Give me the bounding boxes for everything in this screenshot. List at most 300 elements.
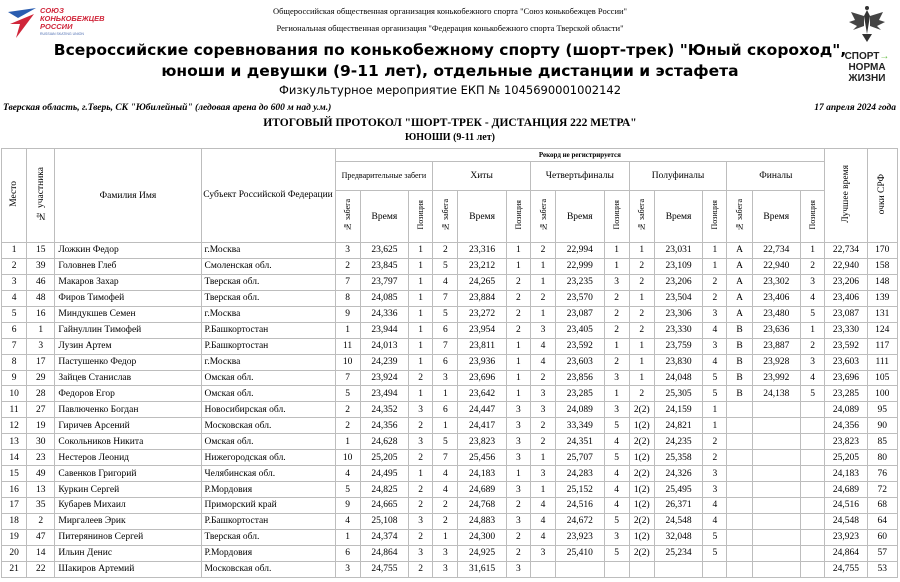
heat-cell: 5 [433, 306, 458, 322]
place-cell: 18 [2, 513, 27, 529]
position-cell: 1 [409, 386, 433, 402]
position-cell: 3 [800, 274, 824, 290]
position-cell: 5 [703, 386, 727, 402]
best-time-cell: 23,406 [825, 290, 867, 306]
region-cell: Омская обл. [201, 434, 335, 450]
points-cell: 100 [867, 386, 897, 402]
position-cell: 3 [506, 513, 530, 529]
name-cell: Пастушенко Федор [55, 354, 201, 370]
position-cell: 5 [703, 529, 727, 545]
heat-cell: 2 [629, 274, 654, 290]
heat-cell [727, 434, 752, 450]
heat-cell: 1 [629, 290, 654, 306]
heat-cell: 1 [530, 274, 555, 290]
position-cell: 2 [506, 306, 530, 322]
participant-number-cell: 46 [27, 274, 55, 290]
heat-cell: 2 [530, 418, 555, 434]
position-cell: 3 [506, 450, 530, 466]
position-cell: 5 [604, 545, 629, 561]
time-cell: 24,374 [360, 529, 408, 545]
position-cell: 2 [703, 434, 727, 450]
time-cell: 23,285 [556, 386, 604, 402]
points-cell: 90 [867, 418, 897, 434]
name-cell: Ложкин Федор [55, 243, 201, 259]
position-cell: 1 [703, 418, 727, 434]
position-cell: 2 [604, 322, 629, 338]
time-cell: 26,371 [654, 498, 702, 514]
time-cell: 25,707 [556, 450, 604, 466]
time-header: Время [556, 191, 604, 243]
stage-preliminary: Предварительные забеги [335, 162, 433, 191]
region-cell: г.Москва [201, 306, 335, 322]
heat-cell [530, 561, 555, 577]
time-cell: 25,456 [458, 450, 506, 466]
heat-cell: 2 [433, 513, 458, 529]
participant-number-cell: 23 [27, 450, 55, 466]
time-cell: 22,999 [556, 258, 604, 274]
time-cell [556, 561, 604, 577]
time-cell: 22,734 [752, 243, 800, 259]
position-cell [800, 434, 824, 450]
position-header: Позиция [800, 191, 824, 243]
position-cell: 3 [506, 402, 530, 418]
time-cell: 23,811 [458, 338, 506, 354]
stage-finals: Финалы [727, 162, 825, 191]
position-cell [800, 482, 824, 498]
position-cell: 3 [604, 402, 629, 418]
time-cell: 25,108 [360, 513, 408, 529]
heat-cell: 1 [530, 450, 555, 466]
position-cell: 1 [703, 402, 727, 418]
position-cell: 4 [703, 354, 727, 370]
place-cell: 9 [2, 370, 27, 386]
position-cell: 3 [409, 434, 433, 450]
heat-cell: 1 [433, 418, 458, 434]
position-cell: 1 [506, 338, 530, 354]
time-cell: 24,085 [360, 290, 408, 306]
region-cell: Р.Мордовия [201, 545, 335, 561]
time-cell: 23,212 [458, 258, 506, 274]
position-cell: 4 [800, 290, 824, 306]
position-cell: 2 [409, 529, 433, 545]
place-cell: 13 [2, 434, 27, 450]
time-cell: 24,495 [360, 466, 408, 482]
heat-number-header: № забега [629, 191, 654, 243]
time-cell: 25,234 [654, 545, 702, 561]
time-cell: 23,856 [556, 370, 604, 386]
heat-cell: 5 [433, 434, 458, 450]
region-cell: Р.Мордовия [201, 482, 335, 498]
position-cell: 1 [604, 258, 629, 274]
place-cell: 8 [2, 354, 27, 370]
table-row [2, 306, 898, 322]
table-row [2, 561, 898, 577]
table-row [2, 258, 898, 274]
name-cell: Куркин Сергей [55, 482, 201, 498]
points-cell: 68 [867, 498, 897, 514]
time-cell: 24,300 [458, 529, 506, 545]
time-cell: 23,924 [360, 370, 408, 386]
heat-cell: 3 [335, 243, 360, 259]
points-cell: 60 [867, 529, 897, 545]
name-cell: Сокольников Никита [55, 434, 201, 450]
time-cell: 23,480 [752, 306, 800, 322]
time-cell: 23,823 [458, 434, 506, 450]
heat-cell: 10 [335, 354, 360, 370]
table-row [2, 243, 898, 259]
position-cell: 3 [409, 513, 433, 529]
time-cell: 25,495 [654, 482, 702, 498]
time-cell: 24,548 [654, 513, 702, 529]
heat-cell: 3 [433, 561, 458, 577]
time-cell: 23,405 [556, 322, 604, 338]
slogan-line-2: НОРМА [848, 62, 886, 73]
position-cell: 5 [604, 513, 629, 529]
time-cell: 24,235 [654, 434, 702, 450]
points-cell: 139 [867, 290, 897, 306]
time-cell: 23,494 [360, 386, 408, 402]
position-cell: 1 [409, 274, 433, 290]
heat-cell [727, 498, 752, 514]
position-cell: 3 [703, 466, 727, 482]
time-cell: 24,516 [556, 498, 604, 514]
col-points: очки СРФ [867, 149, 897, 243]
region-cell: Р.Башкортостан [201, 338, 335, 354]
position-cell [800, 545, 824, 561]
stage-semifinals: Полуфиналы [629, 162, 727, 191]
time-cell: 24,665 [360, 498, 408, 514]
place-cell: 2 [2, 258, 27, 274]
position-cell: 1 [800, 322, 824, 338]
time-cell: 33,349 [556, 418, 604, 434]
heat-cell: 9 [335, 306, 360, 322]
time-cell: 23,928 [752, 354, 800, 370]
heat-cell: 3 [433, 370, 458, 386]
time-cell: 24,628 [360, 434, 408, 450]
table-row [2, 545, 898, 561]
time-cell [752, 434, 800, 450]
table-row [2, 274, 898, 290]
position-cell: 1 [604, 243, 629, 259]
position-header: Позиция [703, 191, 727, 243]
heat-cell: 9 [335, 498, 360, 514]
heat-cell: 4 [530, 498, 555, 514]
position-cell: 3 [604, 529, 629, 545]
time-cell: 23,504 [654, 290, 702, 306]
participant-number-cell: 15 [27, 243, 55, 259]
heat-cell: B [727, 370, 752, 386]
best-time-cell: 23,923 [825, 529, 867, 545]
points-cell: 76 [867, 466, 897, 482]
name-cell: Нестеров Леонид [55, 450, 201, 466]
heat-cell: 3 [335, 561, 360, 577]
position-cell: 2 [604, 290, 629, 306]
participant-number-cell: 29 [27, 370, 55, 386]
position-cell: 2 [604, 354, 629, 370]
position-cell: 5 [604, 418, 629, 434]
name-cell: Миндукшев Семен [55, 306, 201, 322]
heat-cell: 2 [629, 322, 654, 338]
heat-cell: 11 [335, 338, 360, 354]
position-cell: 1 [409, 322, 433, 338]
time-cell: 24,768 [458, 498, 506, 514]
time-cell: 24,672 [556, 513, 604, 529]
competition-title-line-2: юноши и девушки (9-11 лет), отдельные дистанции и эстафета [161, 62, 739, 80]
heat-cell: 7 [335, 370, 360, 386]
position-cell [604, 561, 629, 577]
place-cell: 20 [2, 545, 27, 561]
time-cell: 24,821 [654, 418, 702, 434]
position-cell: 2 [703, 290, 727, 306]
heat-cell: 2(2) [629, 402, 654, 418]
best-time-cell: 23,285 [825, 386, 867, 402]
heat-cell [727, 450, 752, 466]
time-cell: 23,797 [360, 274, 408, 290]
position-cell: 2 [506, 290, 530, 306]
time-cell [752, 418, 800, 434]
heat-cell: 2(2) [629, 434, 654, 450]
heat-cell: 1 [530, 258, 555, 274]
position-cell: 3 [506, 418, 530, 434]
time-cell: 24,283 [556, 466, 604, 482]
time-cell: 24,351 [556, 434, 604, 450]
time-cell: 23,206 [654, 274, 702, 290]
heat-cell: 7 [335, 274, 360, 290]
heat-cell: 2 [629, 258, 654, 274]
participant-number-cell: 17 [27, 354, 55, 370]
time-cell [752, 482, 800, 498]
heat-cell: 4 [530, 513, 555, 529]
heat-cell: 2(2) [629, 513, 654, 529]
region-cell: Московская обл. [201, 561, 335, 577]
position-cell: 3 [800, 354, 824, 370]
position-header: Позиция [409, 191, 433, 243]
name-cell: Головнев Глеб [55, 258, 201, 274]
position-cell [800, 513, 824, 529]
region-cell: г.Москва [201, 354, 335, 370]
time-cell: 24,089 [556, 402, 604, 418]
table-row [2, 434, 898, 450]
position-cell: 1 [409, 354, 433, 370]
heat-cell [727, 418, 752, 434]
time-header: Время [360, 191, 408, 243]
organizer-line-2: Региональная общественная организация "Федерация конькобежного спорта Тверской области" [276, 23, 624, 33]
place-cell: 12 [2, 418, 27, 434]
time-cell: 24,447 [458, 402, 506, 418]
heat-cell: 1 [629, 243, 654, 259]
name-cell: Кубарев Михаил [55, 498, 201, 514]
points-cell: 105 [867, 370, 897, 386]
time-cell [752, 545, 800, 561]
heat-cell: B [727, 386, 752, 402]
heat-cell: 1 [530, 306, 555, 322]
time-cell: 24,239 [360, 354, 408, 370]
time-cell: 23,031 [654, 243, 702, 259]
heat-cell: 6 [433, 354, 458, 370]
heat-cell: 5 [433, 258, 458, 274]
time-cell: 23,936 [458, 354, 506, 370]
time-cell: 25,305 [654, 386, 702, 402]
time-cell: 23,306 [654, 306, 702, 322]
heat-cell: B [727, 322, 752, 338]
table-row [2, 386, 898, 402]
time-cell: 24,048 [654, 370, 702, 386]
position-cell: 3 [409, 545, 433, 561]
participant-number-cell: 28 [27, 386, 55, 402]
heat-cell: 2(2) [629, 545, 654, 561]
name-cell: Шакиров Артемий [55, 561, 201, 577]
position-cell: 5 [604, 450, 629, 466]
place-cell: 21 [2, 561, 27, 577]
position-cell: 2 [506, 498, 530, 514]
heat-cell: 1 [433, 386, 458, 402]
name-cell: Фиров Тимофей [55, 290, 201, 306]
heat-cell: 1 [335, 529, 360, 545]
time-cell: 23,302 [752, 274, 800, 290]
time-cell: 23,845 [360, 258, 408, 274]
participant-number-cell: 49 [27, 466, 55, 482]
place-cell: 10 [2, 386, 27, 402]
position-cell [800, 498, 824, 514]
time-cell: 24,265 [458, 274, 506, 290]
heat-number-header: № забега [335, 191, 360, 243]
table-row [2, 322, 898, 338]
participant-number-cell: 1 [27, 322, 55, 338]
time-cell: 31,615 [458, 561, 506, 577]
place-cell: 7 [2, 338, 27, 354]
points-cell: 111 [867, 354, 897, 370]
participant-number-cell: 39 [27, 258, 55, 274]
heat-cell: 2 [335, 402, 360, 418]
position-cell: 1 [506, 243, 530, 259]
points-cell: 72 [867, 482, 897, 498]
position-cell: 2 [506, 529, 530, 545]
position-cell [800, 561, 824, 577]
heat-cell: 3 [530, 322, 555, 338]
heat-cell: 1(2) [629, 450, 654, 466]
position-cell: 3 [703, 338, 727, 354]
position-cell: 5 [800, 306, 824, 322]
stage-quarterfinals: Четвертьфиналы [530, 162, 629, 191]
heat-cell: 5 [335, 386, 360, 402]
region-cell: Тверская обл. [201, 529, 335, 545]
position-cell: 1 [604, 338, 629, 354]
position-cell: 2 [409, 450, 433, 466]
time-cell: 24,013 [360, 338, 408, 354]
time-cell: 23,603 [556, 354, 604, 370]
best-time-cell: 24,516 [825, 498, 867, 514]
name-cell: Миргалеев Эрик [55, 513, 201, 529]
col-name: Фамилия Имя [55, 149, 201, 243]
position-cell [800, 529, 824, 545]
participant-number-cell: 14 [27, 545, 55, 561]
col-region: Субъект Российской Федерации [201, 149, 335, 243]
position-cell: 2 [409, 498, 433, 514]
logo-line-1: СОЮЗ [40, 6, 64, 15]
position-cell: 2 [506, 274, 530, 290]
time-cell: 23,636 [752, 322, 800, 338]
time-cell: 24,864 [360, 545, 408, 561]
time-cell: 24,183 [458, 466, 506, 482]
heat-cell: 1 [629, 338, 654, 354]
time-cell: 23,954 [458, 322, 506, 338]
best-time-cell: 24,689 [825, 482, 867, 498]
best-time-cell: 22,734 [825, 243, 867, 259]
time-cell: 24,755 [360, 561, 408, 577]
region-cell: Московская обл. [201, 418, 335, 434]
heat-cell: 2 [629, 386, 654, 402]
best-time-cell: 24,089 [825, 402, 867, 418]
time-cell: 23,330 [654, 322, 702, 338]
arrow-icon: → [879, 51, 890, 62]
time-cell: 23,884 [458, 290, 506, 306]
col-place: Место [2, 149, 27, 243]
heat-cell: 1(2) [629, 529, 654, 545]
position-cell: 4 [604, 466, 629, 482]
participant-number-cell: 22 [27, 561, 55, 577]
time-cell: 24,689 [458, 482, 506, 498]
position-cell: 1 [506, 258, 530, 274]
time-cell: 23,592 [556, 338, 604, 354]
time-header: Время [654, 191, 702, 243]
name-cell: Павлюченко Богдан [55, 402, 201, 418]
time-cell: 24,925 [458, 545, 506, 561]
position-cell: 1 [409, 306, 433, 322]
points-cell: 124 [867, 322, 897, 338]
heat-cell [727, 513, 752, 529]
slogan-line-3: ЖИЗНИ [848, 73, 886, 84]
place-cell: 4 [2, 290, 27, 306]
heat-cell: 4 [530, 354, 555, 370]
position-header: Позиция [604, 191, 629, 243]
position-cell [800, 418, 824, 434]
col-best-time: Лучшее время [825, 149, 867, 243]
place-cell: 5 [2, 306, 27, 322]
position-header: Позиция [506, 191, 530, 243]
position-cell: 3 [409, 402, 433, 418]
position-cell: 1 [800, 243, 824, 259]
participant-number-cell: 16 [27, 306, 55, 322]
position-cell: 3 [506, 561, 530, 577]
stage-heats: Хиты [433, 162, 531, 191]
time-cell: 23,992 [752, 370, 800, 386]
points-cell: 95 [867, 402, 897, 418]
points-cell: 53 [867, 561, 897, 577]
heat-cell: 3 [530, 386, 555, 402]
table-row [2, 290, 898, 306]
time-cell: 23,316 [458, 243, 506, 259]
time-cell: 23,887 [752, 338, 800, 354]
best-time-cell: 23,330 [825, 322, 867, 338]
time-header: Время [752, 191, 800, 243]
position-cell: 1 [409, 338, 433, 354]
event-date: 17 апреля 2024 года [814, 103, 896, 113]
time-cell: 32,048 [654, 529, 702, 545]
table-row [2, 450, 898, 466]
table-row [2, 498, 898, 514]
heat-cell: 1 [433, 529, 458, 545]
position-cell: 3 [703, 482, 727, 498]
time-cell: 24,825 [360, 482, 408, 498]
heat-cell: 1 [629, 370, 654, 386]
time-cell: 22,994 [556, 243, 604, 259]
heat-cell: B [727, 354, 752, 370]
name-cell: Федоров Егор [55, 386, 201, 402]
heat-cell: 4 [335, 513, 360, 529]
time-cell [752, 498, 800, 514]
heat-cell: 3 [530, 545, 555, 561]
time-cell: 24,138 [752, 386, 800, 402]
